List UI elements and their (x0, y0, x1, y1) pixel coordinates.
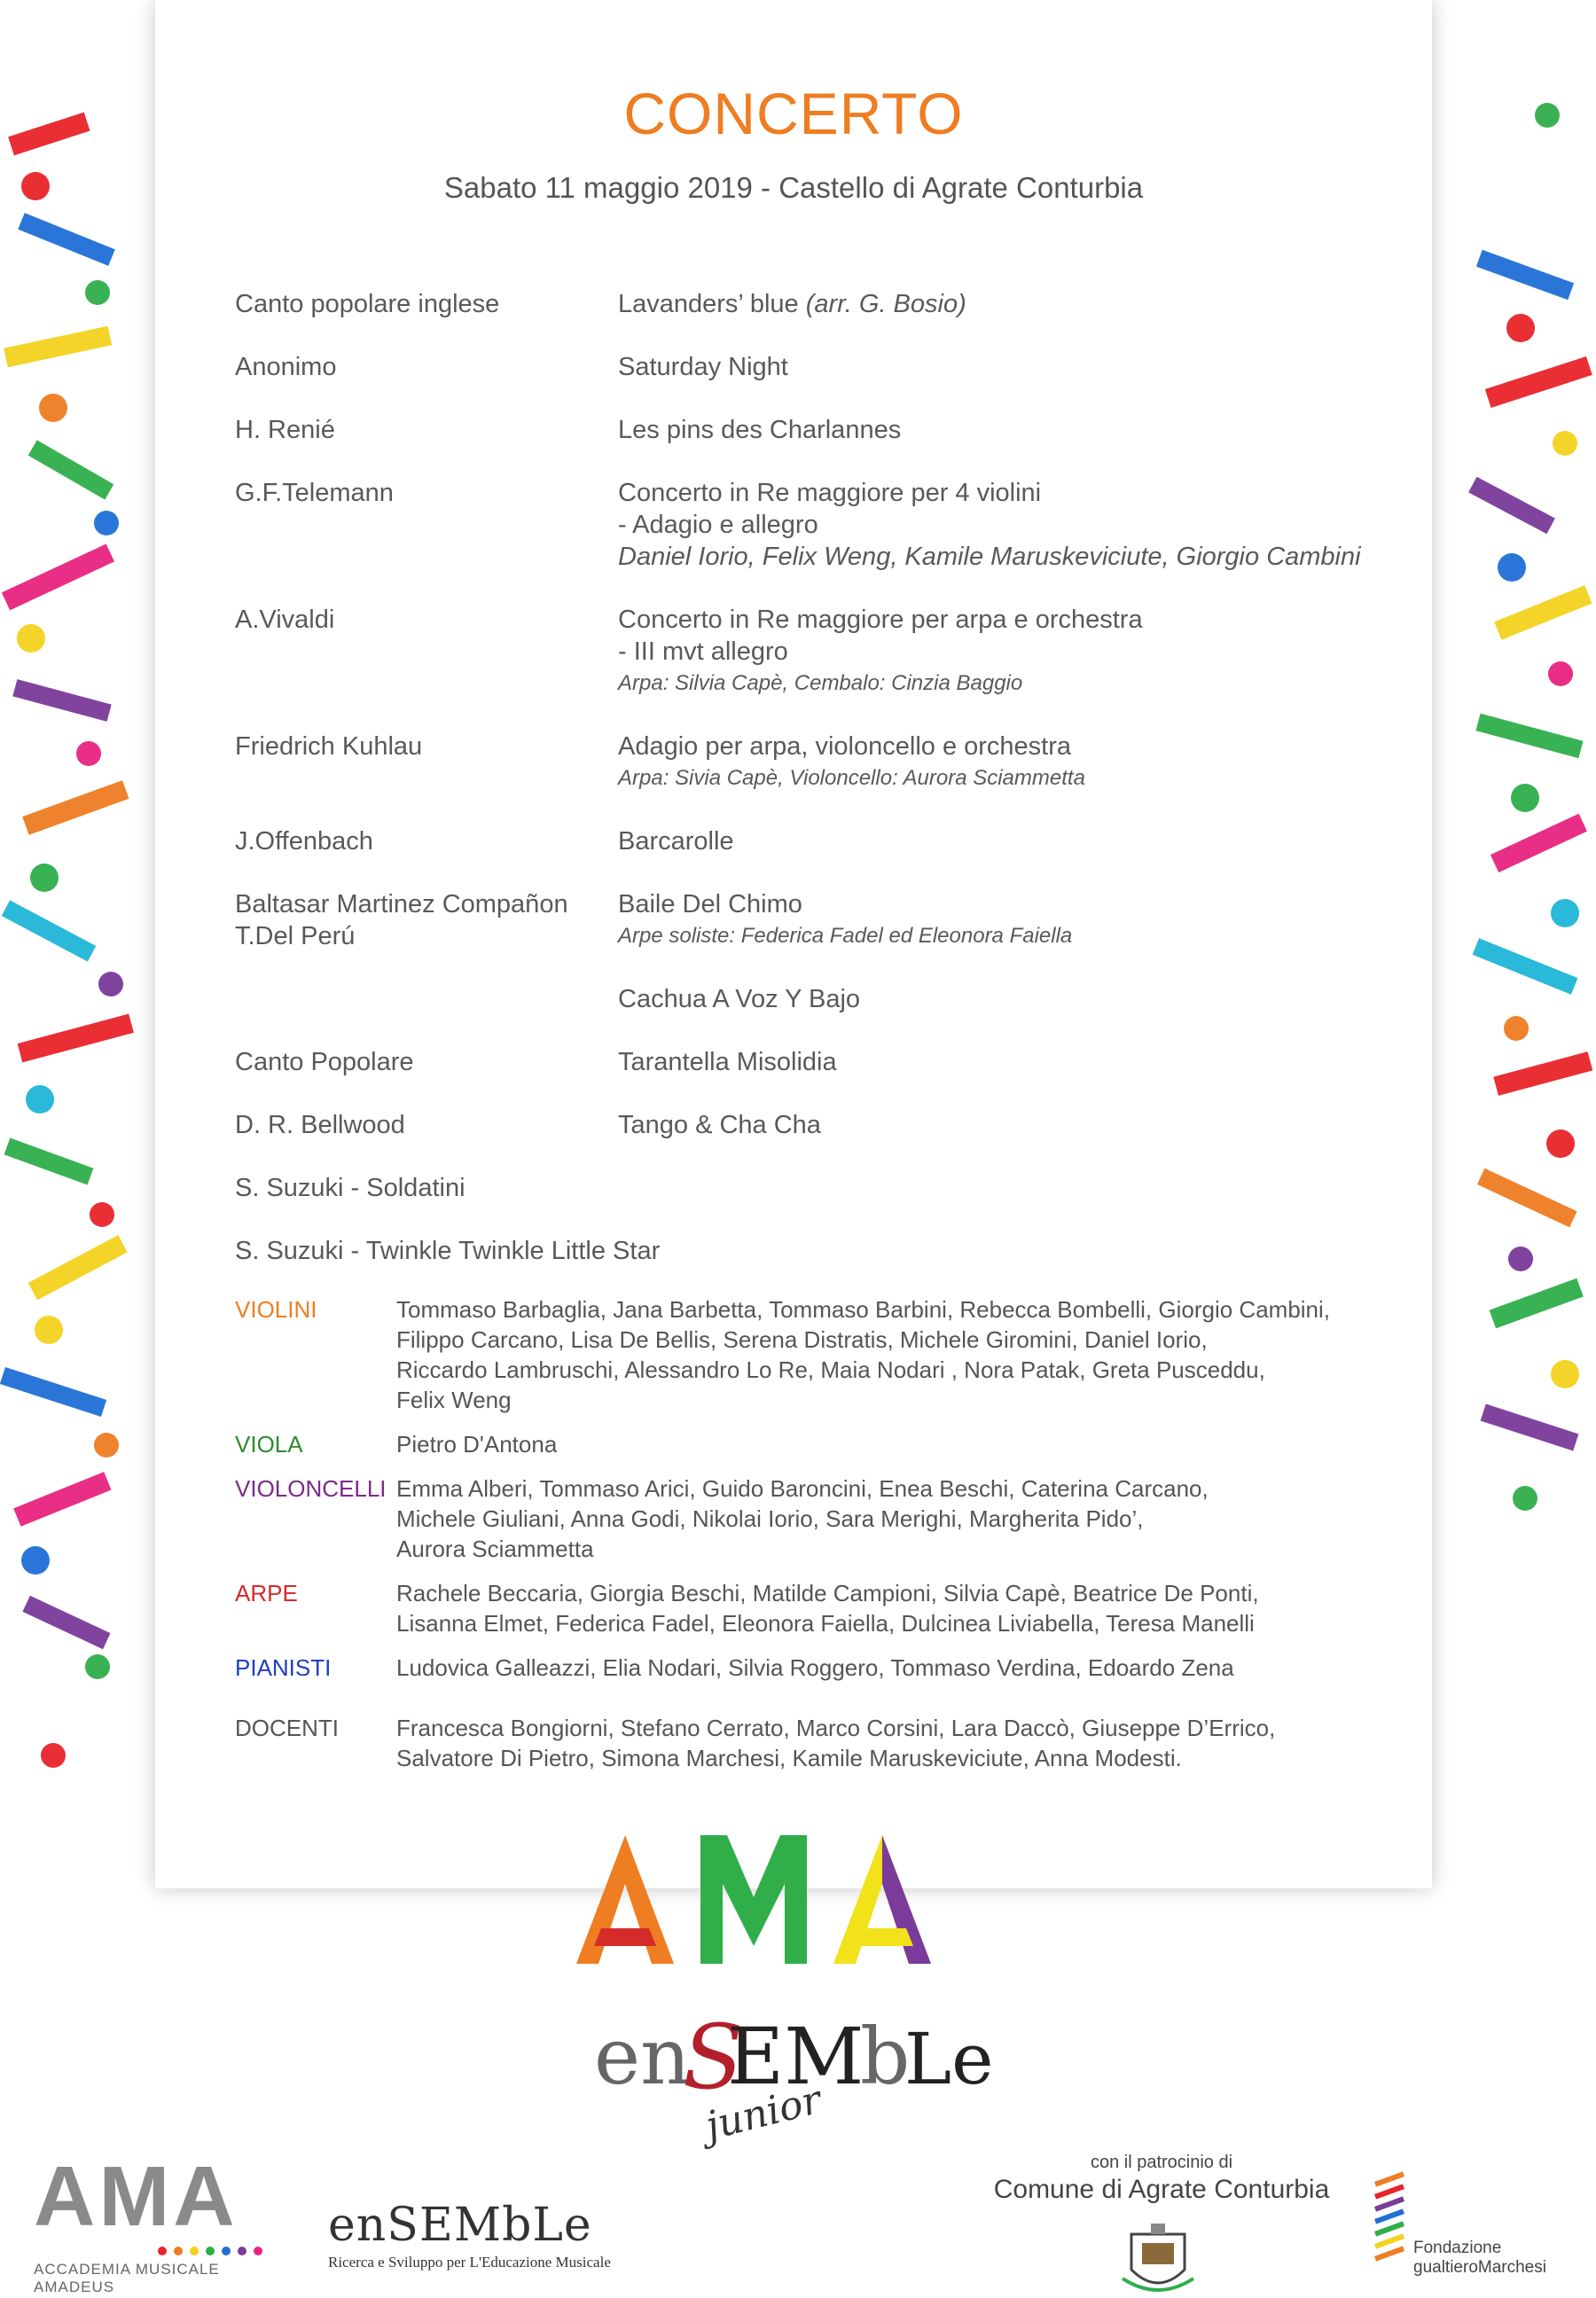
programme-item (235, 983, 1388, 1015)
svg-text:S: S (683, 2005, 744, 2109)
names-line: Ludovica Galleazzi, Elia Nodari, Silvia Roggero, Tommaso Verdina, Edoardo Zena (396, 1654, 1234, 1681)
section-label: PIANISTI (235, 1654, 332, 1681)
svg-text:Le: Le (904, 2018, 994, 2100)
work (618, 604, 1388, 700)
footer-ama-name: ACCADEMIA MUSICALE AMADEUS (34, 2261, 220, 2295)
junior-label: junior (700, 2076, 826, 2150)
names-line: Francesca Bongiorni, Stefano Cerrato, Marco Corsini, Lara Daccò, Giuseppe D’Errico, (396, 1715, 1276, 1741)
composer: J.Offenbach (235, 827, 373, 856)
composer: S. Suzuki - Soldatini (235, 1174, 466, 1202)
event-date-location: Sabato 11 maggio 2019 - Castello di Agrate Conturbia (443, 171, 1144, 204)
section-names (396, 1713, 1370, 1773)
names-line: Emma Alberi, Tommaso Arici, Guido Baroncini, Enea Beschi, Caterina Carcano, (396, 1475, 1209, 1502)
names-line: Felix Weng (396, 1387, 512, 1413)
names-line: Riccardo Lambruschi, Alessandro Lo Re, Maia Nodari , Nora Patak, Greta Pusceddu, (396, 1356, 1265, 1383)
performers: Arpa: Sivia Capè, Violoncello: Aurora Sciammetta (618, 766, 1085, 790)
roster-section (235, 1473, 1370, 1564)
work-movement: - Adagio e allegro (618, 511, 818, 539)
fondazione-line: Fondazione (1413, 2239, 1502, 2257)
programme-item (235, 1235, 1388, 1267)
section-names (396, 1653, 1370, 1683)
footer-ensemble-wordmark: enSEMbLe (328, 2199, 592, 2252)
composer: Canto Popolare (235, 1048, 414, 1076)
composer: Canto popolare inglese (235, 290, 500, 318)
color-dots (158, 2247, 282, 2255)
work-title: Saturday Night (618, 353, 788, 381)
roster-section (235, 1294, 1370, 1415)
svg-text:en: en (594, 2011, 691, 2102)
programme-item (235, 1046, 1388, 1078)
composer: G.F.Telemann (235, 479, 394, 507)
performers: Daniel Iorio, Felix Weng, Kamile Maruskeviciute, Giorgio Cambini (618, 543, 1361, 571)
roster-section (235, 1578, 1370, 1638)
performers-roster (235, 1294, 1370, 1787)
section-names (396, 1473, 1370, 1564)
programme-item (235, 414, 1388, 446)
footer-ama-logo (34, 2149, 282, 2296)
footer-ama-wordmark: AMA (34, 2149, 239, 2244)
programme-item (235, 731, 1388, 794)
work-title: Adagio per arpa, violoncello e orchestra (618, 732, 1072, 761)
work-arrangement: (arr. G. Bosio) (805, 290, 966, 318)
section-names (396, 1429, 1370, 1459)
music-notes-left-decoration (0, 0, 155, 1897)
section-label: VIOLONCELLI (235, 1475, 387, 1502)
ama-logo (576, 1835, 984, 1968)
music-notes-right-decoration (1441, 0, 1596, 1897)
work-title: Lavanders’ blue (618, 290, 806, 318)
roster-section (235, 1653, 1370, 1683)
work-title: Tango & Cha Cha (618, 1111, 821, 1139)
section-label: DOCENTI (235, 1715, 339, 1741)
fondazione-name (1413, 2239, 1546, 2278)
section-names (396, 1578, 1370, 1638)
work (618, 477, 1388, 573)
municipal-crest-icon (1115, 2216, 1201, 2298)
footer-ensemble-tagline: Ricerca e Sviluppo per L'Educazione Musicale (328, 2254, 611, 2271)
section-names (396, 1294, 1370, 1415)
composer: D. R. Bellwood (235, 1111, 405, 1139)
work-title: Concerto in Re maggiore per arpa e orchestra (618, 606, 1143, 634)
names-line: Salvatore Di Pietro, Simona Marchesi, Kamile Maruskeviciute, Anna Modesti. (396, 1745, 1182, 1771)
programme-item (235, 1172, 1388, 1204)
names-line: Michele Giuliani, Anna Godi, Nikolai Iorio, Sara Merighi, Margherita Pido’, (396, 1505, 1144, 1532)
performers: Arpe soliste: Federica Fadel ed Eleonora Faiella (618, 924, 1073, 948)
programme-item (235, 477, 1388, 573)
programme-list (235, 288, 1388, 1267)
footer-ensemble-logo (328, 2199, 647, 2271)
programme-item (235, 825, 1388, 857)
composer: Friedrich Kuhlau (235, 732, 423, 761)
patronage-label: con il patrocinio di (1090, 2153, 1233, 2172)
composer (235, 888, 618, 952)
work (618, 288, 1388, 320)
work-title: Barcarolle (618, 827, 734, 856)
page-title: CONCERTO (623, 81, 964, 146)
svg-text:EM: EM (727, 2011, 864, 2102)
programme-item (235, 604, 1388, 700)
roster-section (235, 1713, 1370, 1773)
work-title: Concerto in Re maggiore per 4 violini (618, 479, 1042, 507)
names-line: Aurora Sciammetta (396, 1536, 594, 1562)
work (618, 731, 1388, 794)
names-line: Pietro D'Antona (396, 1431, 558, 1458)
svg-text:b: b (860, 2011, 911, 2102)
composer: S. Suzuki - Twinkle Twinkle Little Star (235, 1237, 661, 1265)
work-movement: - III mvt allegro (618, 637, 788, 666)
work (618, 888, 1388, 952)
composer (235, 983, 618, 1015)
names-line: Lisanna Elmet, Federica Fadel, Eleonora Faiella, Dulcinea Liviabella, Teresa Manelli (396, 1610, 1255, 1637)
patronage-block (966, 2153, 1357, 2205)
programme-item (235, 351, 1388, 383)
work-title: Cachua A Voz Y Bajo (618, 985, 861, 1013)
names-line: Rachele Beccaria, Giorgia Beschi, Matilde Campioni, Silvia Capè, Beatrice De Ponti, (396, 1580, 1259, 1606)
work-title: Tarantella Misolidia (618, 1048, 837, 1076)
work-title: Baile Del Chimo (618, 890, 802, 918)
work-title: Les pins des Charlannes (618, 416, 902, 444)
roster-section (235, 1429, 1370, 1459)
fondazione-line: gualtieroMarchesi (1413, 2258, 1546, 2277)
composer-name: Baltasar Martinez Compañon (235, 890, 568, 918)
composer: H. Renié (235, 416, 335, 444)
programme-item (235, 888, 1388, 952)
programme-item (235, 1109, 1388, 1141)
programme-item (235, 288, 1388, 320)
fondazione-stripes-icon (1374, 2177, 1410, 2283)
programme-sheet (155, 0, 1432, 1888)
patronage-name: Comune di Agrate Conturbia (993, 2175, 1330, 2204)
composer: A.Vivaldi (235, 606, 335, 634)
section-label: VIOLINI (235, 1296, 317, 1323)
names-line: Tommaso Barbaglia, Jana Barbetta, Tommaso Barbini, Rebecca Bombelli, Giorgio Cambini, (396, 1296, 1331, 1323)
composer-name-line2: T.Del Perú (235, 922, 356, 950)
section-label: ARPE (235, 1580, 298, 1606)
performers: Arpa: Silvia Capè, Cembalo: Cinzia Baggio (618, 671, 1023, 695)
section-label: VIOLA (235, 1431, 303, 1458)
composer: Anonimo (235, 353, 337, 381)
names-line: Filippo Carcano, Lisa De Bellis, Serena Distratis, Michele Giromini, Daniel Iorio, (396, 1326, 1208, 1353)
